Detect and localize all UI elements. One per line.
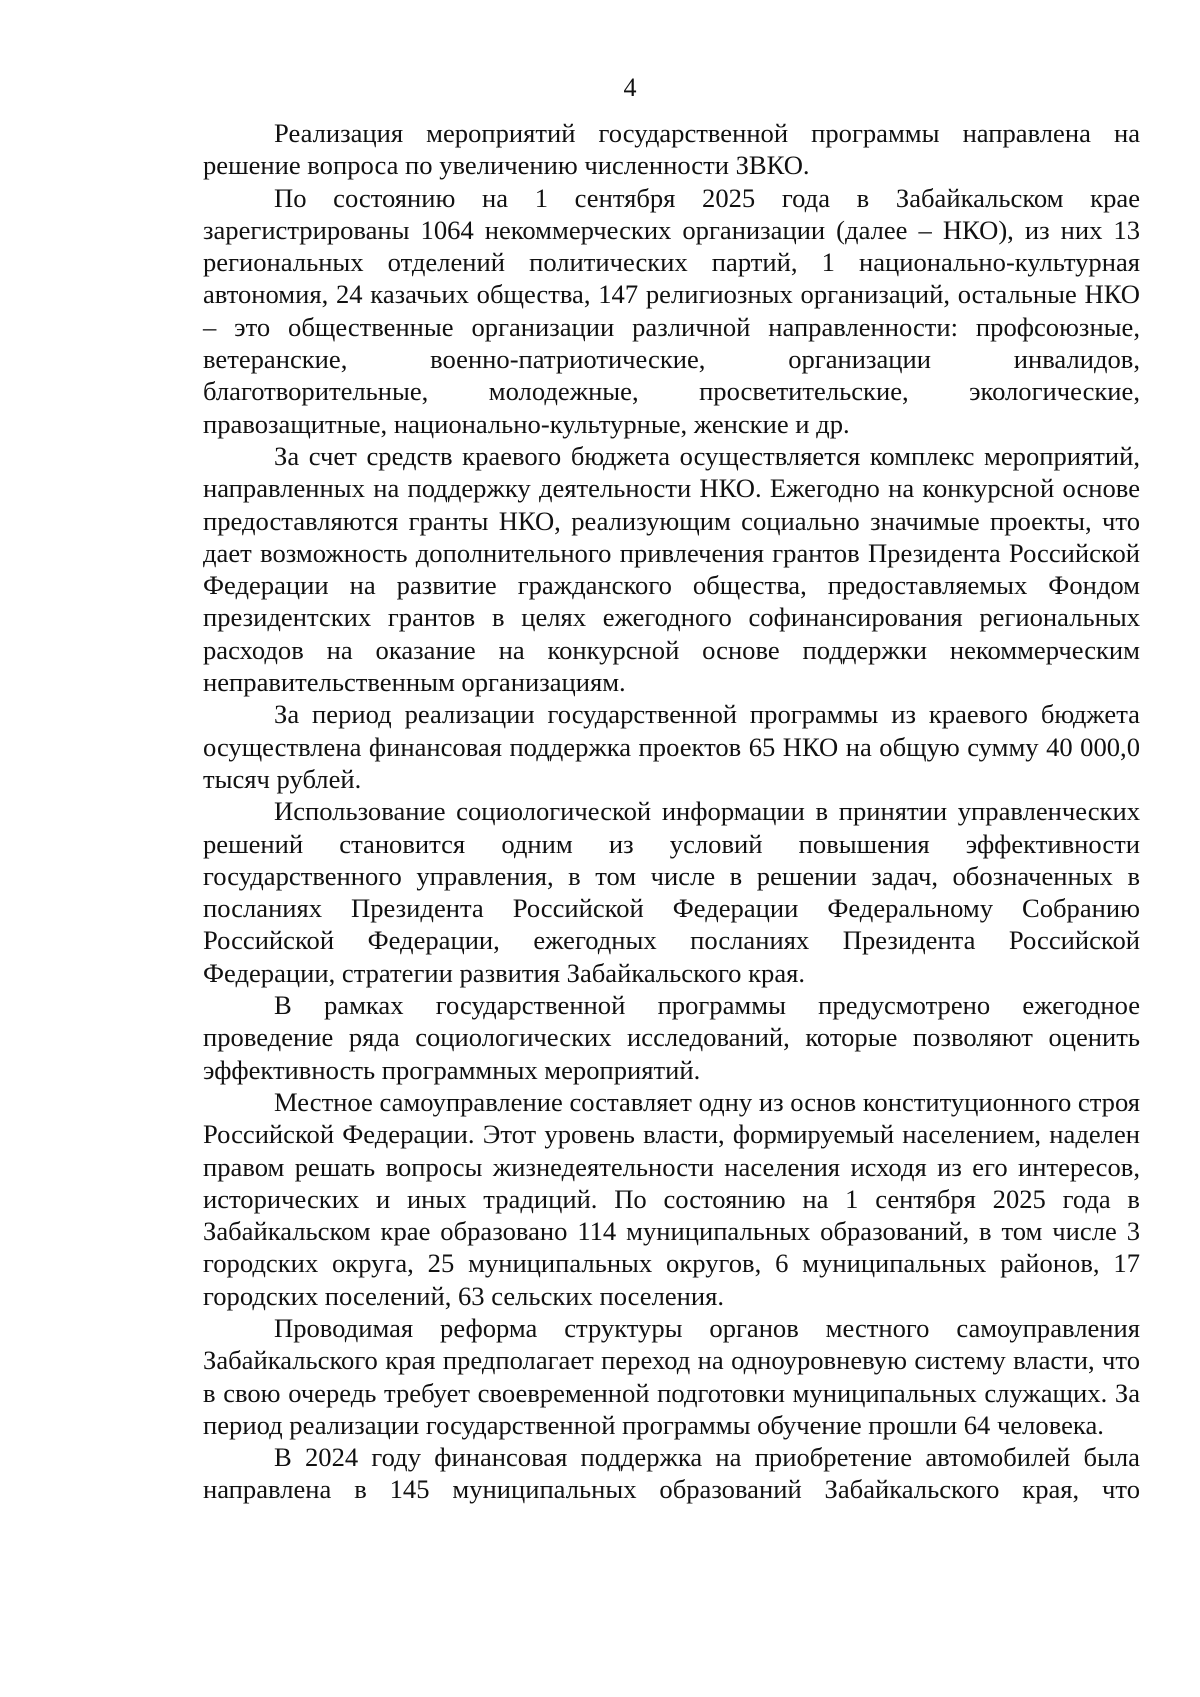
page-number: 4 (623, 73, 637, 102)
paragraph-reform: Проводимая реформа структуры органов местного самоуправления Забайкальского края предполагает переход на одноуровневую систему власти, что в свою очередь требует своевременной подготовки муниципальных служащих. За период реализации государственной программы обучение прошли 64 человека. (203, 1312, 1140, 1440)
paragraph-local-government: Местное самоуправление составляет одну из основ конституционного строя Российской Федерации. Этот уровень власти, формируемый населением, наделен правом решать вопросы жизнедеятельности населения исходя из его интересов, исторических и иных традиций. По состоянию на 1 сентября 2025 года в Забайкальском крае образовано 114 муниципальных образований, в том числе 3 городских округа, 25 муниципальных округов, 6 муниципальных районов, 17 городских поселений, 63 сельских поселения. (203, 1086, 1140, 1311)
document-body (203, 117, 1140, 1506)
paragraph-sociological-research: В рамках государственной программы предусмотрено ежегодное проведение ряда социологических исследований, которые позволяют оценить эффективность программных мероприятий. (203, 990, 1140, 1085)
paragraph-budget-support: За счет средств краевого бюджета осуществляется комплекс мероприятий, направленных на поддержку деятельности НКО. Ежегодно на конкурсной основе предоставляются гранты НКО, реализующим социально значимые проекты, что дает возможность дополнительного привлечения грантов Президента Российской Федерации на развитие гражданского общества, предоставляемых Фондом президентских грантов в целях ежегодного софинансирования региональных расходов на оказание на конкурсной основе поддержки некоммерческим неправительственным организациям. (203, 440, 1140, 698)
paragraph-sociological-info: Использование социологической информации в принятии управленческих решений становится одним из условий повышения эффективности государственного управления, в том числе в решении задач, обозначенных в посланиях Президента Российской Федерации Федеральному Собранию Российской Федерации, ежегодных посланиях Президента Российской Федерации, стратегии развития Забайкальского края. (203, 796, 1140, 988)
paragraph-financial-support: За период реализации государственной программы из краевого бюджета осуществлена финансовая поддержка проектов 65 НКО на общую сумму 40 000,0 тысяч рублей. (203, 699, 1140, 794)
paragraph-nko-registered: По состоянию на 1 сентября 2025 года в Забайкальском крае зарегистрированы 1064 некоммерческих организации (далее – НКО), из них 13 региональных отделений политических партий, 1 национально-культурная автономия, 24 казачьих общества, 147 религиозных организаций, остальные НКО – это общественные организации различной направленности: профсоюзные, ветеранские, военно-патриотические, организации инвалидов, благотворительные, молодежные, просветительские, экологические, правозащитные, национально-культурные, женские и др. (203, 182, 1140, 439)
paragraph-vehicles: В 2024 году финансовая поддержка на приобретение автомобилей была направлена в 145 муниципальных образований Забайкальского края, что (203, 1442, 1140, 1505)
paragraph-zvko: Реализация мероприятий государственной программы направлена на решение вопроса по увеличению численности ЗВКО. (203, 118, 1140, 181)
